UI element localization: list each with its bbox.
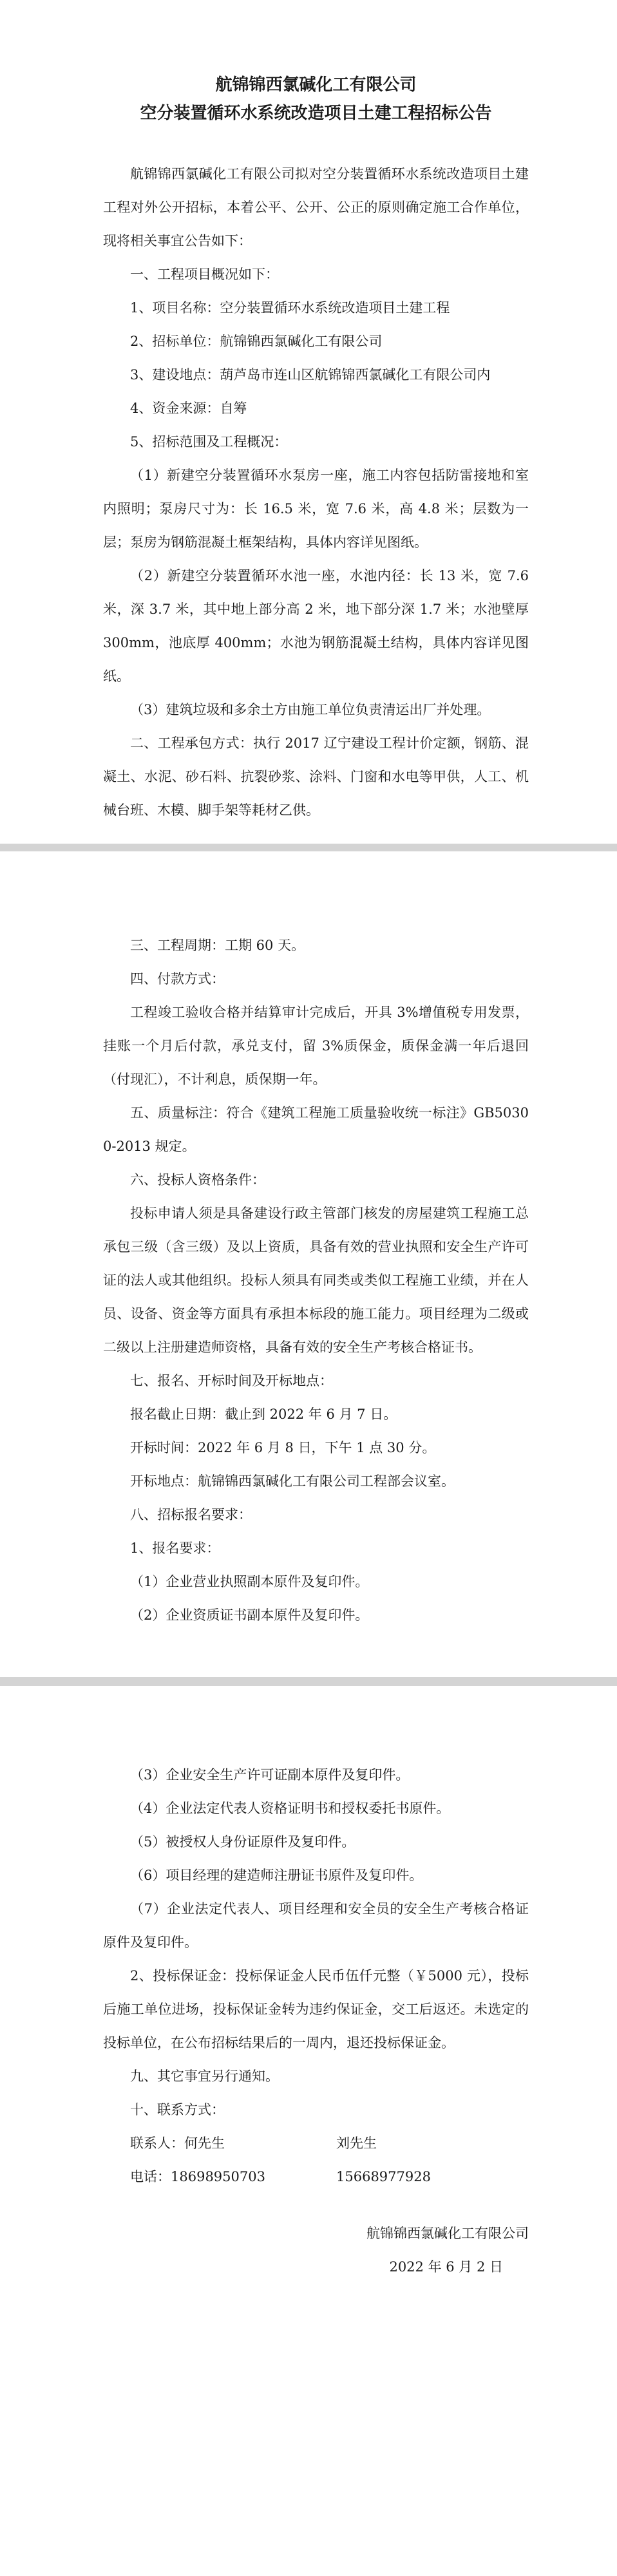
contact-phone-1: 电话：18698950703 <box>130 2169 265 2184</box>
qualification-heading: 六、投标人资格条件： <box>130 1172 265 1188</box>
payment-heading: 四、付款方式： <box>130 971 225 987</box>
quality-standard: 五、质量标注：符合《建筑工程施工质量验收统一标注》GB50300-2013 规定。 <box>103 1105 529 1154</box>
other-matters: 九、其它事宜另行通知。 <box>130 2069 279 2084</box>
contact-person-1: 联系人：何先生 <box>130 2136 225 2151</box>
opening-location: 开标地点：航锦锦西氯碱化工有限公司工程部会议室。 <box>130 1473 455 1489</box>
bid-bond: 2、投标保证金：投标保证金人民币伍仟元整（￥5000 元），投标后施工单位进场，投标保证金转为违约保证金，交工后返还。未选定的投标单位，在公布招标结果后的一周内，退还投标保证金。 <box>103 1968 529 2050</box>
requirement-item-1: （1）企业营业执照副本原件及复印件。 <box>130 1574 369 1589</box>
registration-requirements-sub: 1、报名要求： <box>130 1540 220 1556</box>
requirement-item-5: （5）被授权人身份证原件及复印件。 <box>130 1834 356 1850</box>
registration-deadline: 报名截止日期：截止到 2022 年 6 月 7 日。 <box>130 1406 397 1422</box>
contact-phone-row <box>103 2160 529 2193</box>
registration-requirements-heading: 八、招标报名要求： <box>130 1507 252 1522</box>
signature-block <box>103 2217 529 2284</box>
signature-company: 航锦锦西氯碱化工有限公司 <box>366 2226 529 2241</box>
contact-phone-2: 15668977928 <box>336 2169 431 2184</box>
document-page-1 <box>0 0 617 844</box>
scope-heading: 5、招标范围及工程概况： <box>130 434 288 450</box>
fund-source: 4、资金来源：自筹 <box>130 401 247 416</box>
contact-person-row <box>103 2126 529 2160</box>
requirement-item-2: （2）企业资质证书副本原件及复印件。 <box>130 1607 369 1623</box>
requirement-item-7: （7）企业法定代表人、项目经理和安全员的安全生产考核合格证原件及复印件。 <box>103 1901 529 1950</box>
schedule-heading: 七、报名、开标时间及开标地点： <box>130 1373 333 1388</box>
document-page-3 <box>0 1686 617 2576</box>
requirement-item-6: （6）项目经理的建造师注册证书原件及复印件。 <box>130 1868 423 1883</box>
company-title: 航锦锦西氯碱化工有限公司 <box>215 75 417 95</box>
scope-item-1: （1）新建空分装置循环水泵房一座，施工内容包括防雷接地和室内照明；泵房尺寸为：长 16.5 米，宽 7.6 米，高 4.8 米；层数为一层；泵房为钢筋混凝土框架结构，具体内容详见图纸。 <box>103 468 529 550</box>
requirement-item-4: （4）企业法定代表人资格证明书和授权委托书原件。 <box>130 1801 450 1816</box>
tender-unit: 2、招标单位：航锦锦西氯碱化工有限公司 <box>130 334 383 349</box>
construction-site: 3、建设地点：葫芦岛市连山区航锦锦西氯碱化工有限公司内 <box>130 367 491 383</box>
project-name: 1、项目名称：空分装置循环水系统改造项目土建工程 <box>130 300 450 316</box>
section-heading: 一、工程项目概况如下： <box>130 267 279 282</box>
announcement-title: 空分装置循环水系统改造项目土建工程招标公告 <box>140 104 492 123</box>
qualification-terms: 投标申请人须是具备建设行政主管部门核发的房屋建筑工程施工总承包三级（含三级）及以上资质，具备有效的营业执照和安全生产许可证的法人或其他组织。投标人须具有同类或类似工程施工业绩，并在人员、设备、资金等方面具有承担本标段的施工能力。项目经理为二级或二级以上注册建造师资格，具备有效的安全生产考核合格证书。 <box>103 1206 529 1355</box>
requirement-item-3: （3）企业安全生产许可证副本原件及复印件。 <box>130 1767 410 1783</box>
contract-method: 二、工程承包方式：执行 2017 辽宁建设工程计价定额，钢筋、混凝土、水泥、砂石料、抗裂砂浆、涂料、门窗和水电等甲供，人工、机械台班、木模、脚手架等耗材乙供。 <box>103 735 529 818</box>
payment-terms: 工程竣工验收合格并结算审计完成后，开具 3%增值税专用发票，挂账一个月后付款，承兑支付，留 3%质保金，质保金满一年后退回（付现汇），不计利息，质保期一年。 <box>103 1005 529 1087</box>
signature-date: 2022 年 6 月 2 日 <box>389 2259 503 2275</box>
scope-item-2: （2）新建空分装置循环水池一座，水池内径：长 13 米，宽 7.6 米，深 3.7 米，其中地上部分高 2 米，地下部分深 1.7 米；水池壁厚 300mm，池底厚 400mm；水池为钢筋混凝土结构，具体内容详见图纸。 <box>103 568 529 684</box>
construction-period: 三、工程周期：工期 60 天。 <box>130 938 305 953</box>
document-page-2 <box>0 851 617 1677</box>
contact-heading: 十、联系方式： <box>130 2102 225 2117</box>
intro-paragraph: 航锦锦西氯碱化工有限公司拟对空分装置循环水系统改造项目土建工程对外公开招标，本着公平、公开、公正的原则确定施工合作单位，现将相关事宜公告如下： <box>103 166 529 249</box>
contact-person-2: 刘先生 <box>336 2136 377 2151</box>
scope-item-3: （3）建筑垃圾和多余土方由施工单位负责清运出厂并处理。 <box>130 702 491 717</box>
opening-time: 开标时间：2022 年 6 月 8 日，下午 1 点 30 分。 <box>130 1440 436 1455</box>
